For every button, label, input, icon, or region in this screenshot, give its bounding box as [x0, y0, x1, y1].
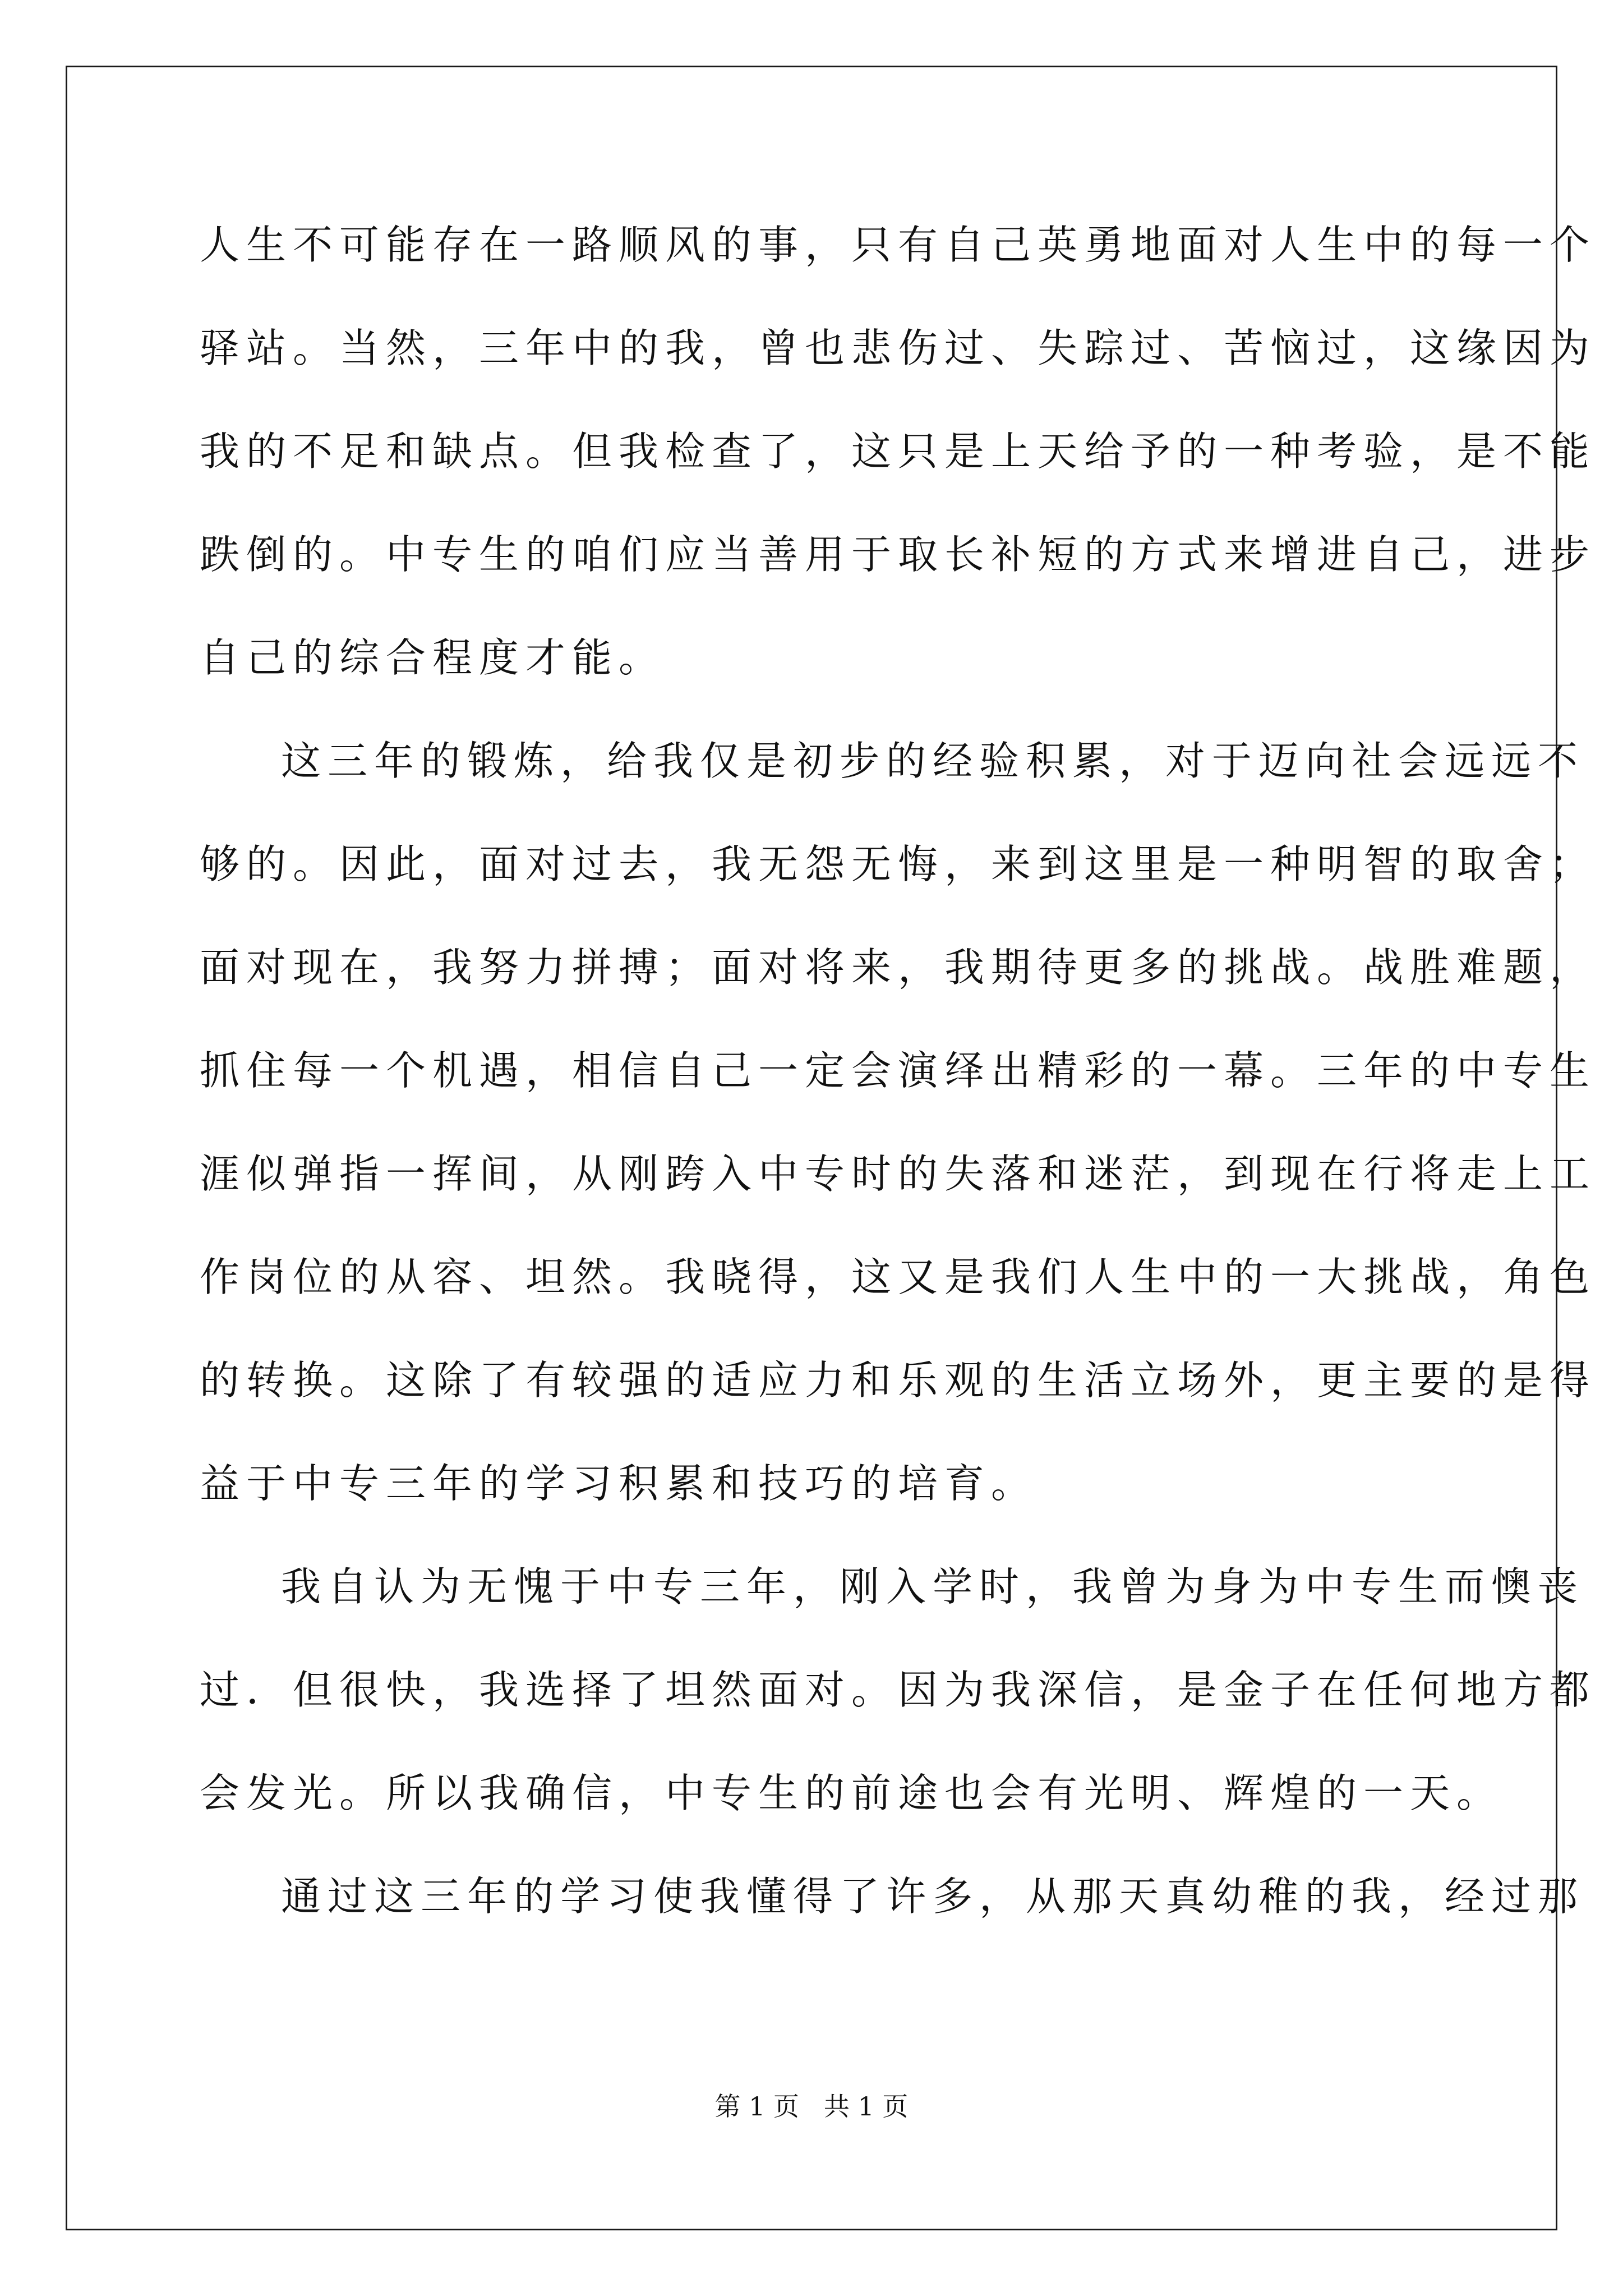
text-line: 会发光。所以我确信，中专生的前途也会有光明、辉煌的一天。 — [200, 1770, 1504, 1816]
text-line: 作岗位的从容、坦然。我晓得，这又是我们人生中的一大挑战，角色 — [200, 1254, 1597, 1300]
text-line: 驿站。当然，三年中的我，曾也悲伤过、失踪过、苦恼过，这缘因为 — [200, 325, 1597, 371]
document-body — [200, 194, 1597, 1948]
text-line: 自己的综合程度才能。 — [200, 634, 666, 681]
text-line: 益于中专三年的学习积累和技巧的培育。 — [200, 1460, 1038, 1507]
text-line: 抓住每一个机遇，相信自己一定会演绎出精彩的一幕。三年的中专生 — [200, 1047, 1597, 1094]
text-line: 面对现在，我努力拼搏；面对将来，我期待更多的挑战。战胜难题， — [200, 944, 1597, 991]
text-line: 通过这三年的学习使我懂得了许多，从那天真幼稚的我，经过那 — [281, 1873, 1585, 1920]
text-line: 够的。因此，面对过去，我无怨无悔，来到这里是一种明智的取舍； — [200, 841, 1597, 887]
text-line: 我自认为无愧于中专三年，刚入学时，我曾为身为中专生而懊丧 — [281, 1563, 1585, 1610]
text-line: 过．但很快，我选择了坦然面对。因为我深信，是金子在任何地方都 — [200, 1667, 1597, 1713]
page-number-footer: 第 1 页 共 1 页 — [714, 2091, 909, 2122]
text-line: 人生不可能存在一路顺风的事，只有自己英勇地面对人生中的每一个 — [200, 222, 1597, 268]
text-line: 这三年的锻炼，给我仅是初步的经验积累，对于迈向社会远远不 — [281, 738, 1585, 784]
text-line: 我的不足和缺点。但我检查了，这只是上天给予的一种考验，是不能 — [200, 428, 1597, 475]
text-line: 涯似弹指一挥间，从刚跨入中专时的失落和迷茫，到现在行将走上工 — [200, 1151, 1597, 1197]
text-line: 跌倒的。中专生的咱们应当善用于取长补短的方式来增进自己，进步 — [200, 531, 1597, 578]
text-line: 的转换。这除了有较强的适应力和乐观的生活立场外，更主要的是得 — [200, 1357, 1597, 1404]
